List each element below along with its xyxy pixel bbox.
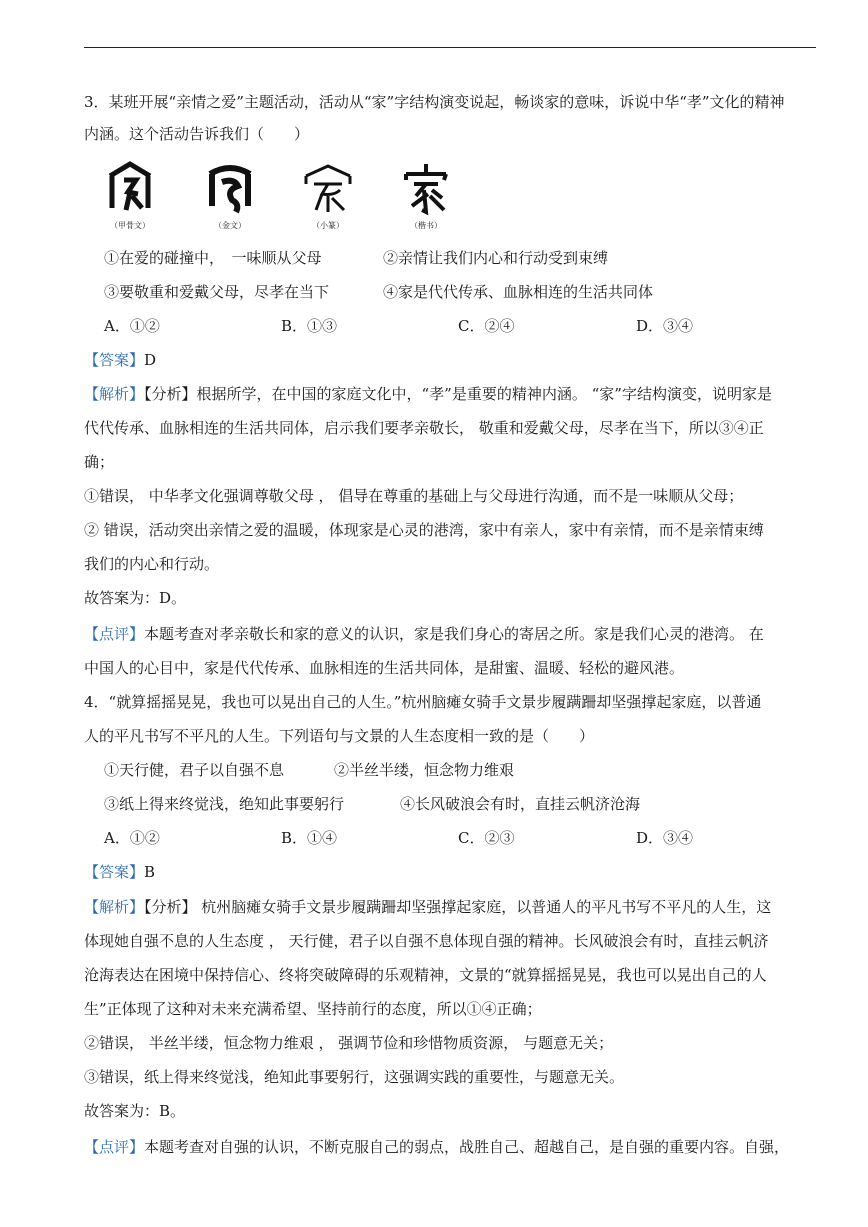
q3-analysis-line-3: 确； (84, 453, 115, 471)
q3-statement-4: ④家是代代传承、血脉相连的生活共同体 (383, 283, 654, 301)
analysis-text: 【分析】根据所学，在中国的家庭文化中，“孝”是重要的精神内涵。 “家”字结构演变，说明家是 (144, 385, 772, 403)
q4-analysis-line-1 (84, 897, 771, 917)
q4-analysis-line-6: ③错误，纸上得来终觉浅，绝知此事要躬行，这强调实践的重要性，与题意无关。 (84, 1068, 625, 1086)
answer-tag: 【答案】 (84, 863, 145, 881)
bronze-jia-icon (202, 160, 258, 216)
q4-statement-1: ①天行健，君子以自强不息 (104, 761, 285, 779)
script-caption: （金文） (214, 221, 246, 230)
small-seal-jia-icon (300, 160, 356, 216)
q3-comment-line-1 (84, 624, 764, 644)
q3-analysis-line-2: 代代传承、血脉相连的生活共同体，启示我们要孝亲敬长， 敬重和爱戴父母，尽孝在当下，所以③④正 (84, 419, 764, 437)
q4-option-d: D．③④ (636, 829, 694, 847)
q4-analysis-line-2: 体现她自强不息的人生态度 ， 天行健，君子以自强不息体现自强的精神。长风破浪会有时，直挂云帆济 (84, 932, 769, 950)
q4-statement-2: ②半丝半缕，恒念物力维艰 (334, 761, 515, 779)
comment-text: 本题考查对孝亲敬长和家的意义的认识，家是我们身心的寄居之所。家是我们心灵的港湾。 在 (144, 625, 764, 643)
q4-option-c: C．②③ (458, 829, 515, 847)
q4-option-b: B．①④ (281, 829, 338, 847)
header-rule (84, 47, 816, 48)
q3-answer (84, 350, 156, 370)
oracle-bone-jia-icon (102, 160, 158, 216)
q4-analysis-line-5: ②错误， 半丝半缕，恒念物力维艰 ， 强调节俭和珍惜物质资源， 与题意无关； (84, 1034, 614, 1052)
comment-tag: 【点评】 (84, 1138, 145, 1156)
q4-conclusion: 故答案为：B。 (84, 1102, 186, 1120)
answer-value: B (144, 863, 156, 881)
answer-tag: 【答案】 (84, 351, 145, 369)
analysis-tag: 【解析】 (84, 385, 145, 403)
q3-analysis-line-5: ② 错误，活动突出亲情之爱的温暖，体现家是心灵的港湾，家中有亲人，家中有亲情，而不是亲情束缚 (84, 521, 764, 539)
q4-stem-line-2: 人的平凡书写不平凡的人生。下列语句与文景的人生态度相一致的是（ ） (84, 727, 595, 745)
q3-option-a: A．①② (104, 317, 160, 335)
q4-analysis-line-4: 生”正体现了这种对未来充满希望、坚持前行的态度，所以①④正确； (84, 1000, 542, 1018)
jia-character-evolution-figure (100, 160, 480, 240)
q3-option-c: C．②④ (458, 317, 515, 335)
script-caption: （小篆） (312, 221, 344, 230)
q3-conclusion: 故答案为：D。 (84, 589, 187, 607)
q3-analysis-line-4: ①错误， 中华孝文化强调尊敬父母 ， 倡导在尊重的基础上与父母进行沟通，而不是一味顺从父母； (84, 487, 744, 505)
regular-script-jia-icon (398, 160, 454, 216)
q3-analysis-line-1 (84, 384, 772, 404)
q4-option-a: A．①② (104, 829, 160, 847)
q3-option-d: D．③④ (636, 317, 694, 335)
q3-stem-line-1: 3．某班开展“亲情之爱”主题活动，活动从“家”字结构演变说起，畅谈家的意味，诉说中华“孝”文化的精神 (84, 93, 785, 111)
q4-stem-line-1: 4．“就算摇摇晃晃，我也可以晃出自己的人生。”杭州脑瘫女骑手文景步履蹒跚却坚强撑起家庭，以普通 (84, 693, 762, 711)
answer-value: D (144, 351, 157, 369)
q4-answer (84, 862, 155, 882)
jia-regular-script-glyph (396, 160, 456, 231)
q3-statement-1: ①在爱的碰撞中， 一味顺从父母 (104, 249, 322, 267)
analysis-text: 【分析】 杭州脑瘫女骑手文景步履蹒跚却坚强撑起家庭，以普通人的平凡书写不平凡的人生，这 (144, 898, 772, 916)
q4-statement-3: ③纸上得来终觉浅，绝知此事要躬行 (104, 795, 345, 813)
script-caption: （甲骨文） (110, 221, 150, 230)
q4-comment-line-1 (84, 1137, 789, 1157)
q4-statement-4: ④长风破浪会有时，直挂云帆济沧海 (400, 795, 641, 813)
script-caption: （楷书） (410, 221, 442, 230)
q3-comment-line-2: 中国人的心目中，家是代代传承、血脉相连的生活共同体，是甜蜜、温暖、轻松的避风港。 (84, 659, 685, 677)
q3-analysis-line-6: 我们的内心和行动。 (84, 555, 220, 573)
q4-analysis-line-3: 沧海表达在困境中保持信心、终将突破障碍的乐观精神，文景的“就算摇摇晃晃，我也可以晃出自己的人 (84, 966, 767, 984)
q3-option-b: B．①③ (281, 317, 338, 335)
q3-stem-line-2: 内涵。这个活动告诉我们（ ） (84, 125, 310, 143)
jia-oracle-bone-glyph (100, 160, 160, 231)
jia-bronze-glyph (200, 160, 260, 231)
comment-text: 本题考查对自强的认识，不断克服自己的弱点，战胜自己、超越自己，是自强的重要内容。自强， (144, 1138, 790, 1156)
q3-statement-3: ③要敬重和爱戴父母，尽孝在当下 (104, 283, 330, 301)
comment-tag: 【点评】 (84, 625, 145, 643)
jia-small-seal-glyph (298, 160, 358, 231)
analysis-tag: 【解析】 (84, 898, 145, 916)
q3-statement-2: ②亲情让我们内心和行动受到束缚 (383, 249, 609, 267)
